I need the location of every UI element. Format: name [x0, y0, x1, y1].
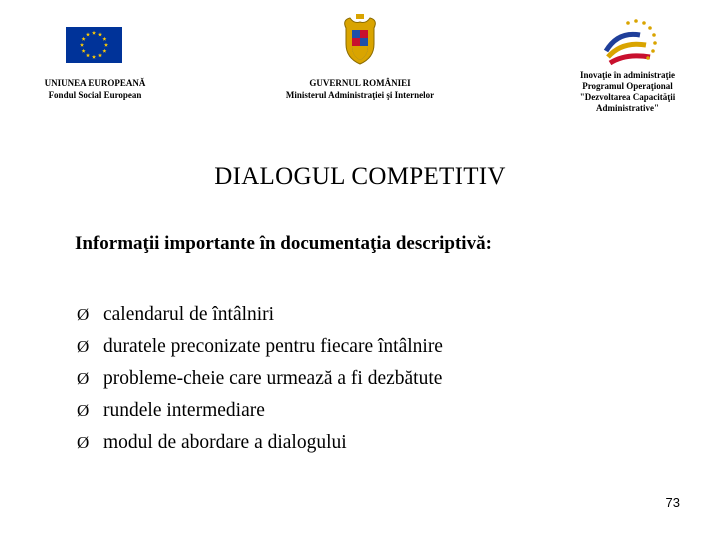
program-type: Programul Operaţional — [582, 81, 673, 91]
eu-name: UNIUNEA EUROPEANĂ — [44, 78, 146, 88]
list-item — [77, 427, 443, 459]
list-item — [77, 395, 443, 427]
program-caption — [555, 70, 700, 114]
arrow-right-icon: Ø — [77, 369, 90, 388]
ministry-name: Ministerul Administraţiei şi Internelor — [285, 90, 435, 100]
list-item — [77, 363, 443, 395]
list-item — [77, 331, 443, 363]
slide-subtitle: Informaţii importante în documentaţia descriptivă: — [75, 233, 492, 254]
list-item-text: modul de abordare a dialogului — [103, 432, 347, 453]
government-caption — [250, 77, 470, 101]
list-item-text: probleme-cheie care urmează a fi dezbătute — [103, 368, 443, 389]
program-tagline: Inovaţie în administraţie — [579, 70, 675, 80]
arrow-right-icon: Ø — [77, 305, 90, 324]
list-item-text: rundele intermediare — [103, 400, 265, 421]
eu-flag-logo — [66, 27, 122, 63]
romania-coat-of-arms-logo — [340, 14, 380, 66]
program-name-line1: "Dezvoltarea Capacităţii — [579, 92, 676, 102]
program-name-line2: Administrative" — [596, 103, 659, 113]
arrow-right-icon: Ø — [77, 337, 90, 356]
government-name: GUVERNUL ROMÂNIEI — [309, 78, 411, 88]
list-item-text: calendarul de întâlniri — [103, 304, 275, 325]
eu-stars — [66, 27, 122, 63]
arrow-right-icon: Ø — [77, 433, 90, 452]
bullet-list — [77, 299, 443, 459]
eu-caption — [20, 77, 170, 101]
arrow-right-icon: Ø — [77, 401, 90, 420]
slide-title: DIALOGUL COMPETITIV — [214, 163, 506, 190]
program-logo — [600, 17, 660, 67]
list-item — [77, 299, 443, 331]
eu-fund-name: Fondul Social European — [48, 90, 142, 100]
list-item-text: duratele preconizate pentru fiecare întâlnire — [103, 336, 443, 357]
page-number: 73 — [665, 495, 680, 510]
